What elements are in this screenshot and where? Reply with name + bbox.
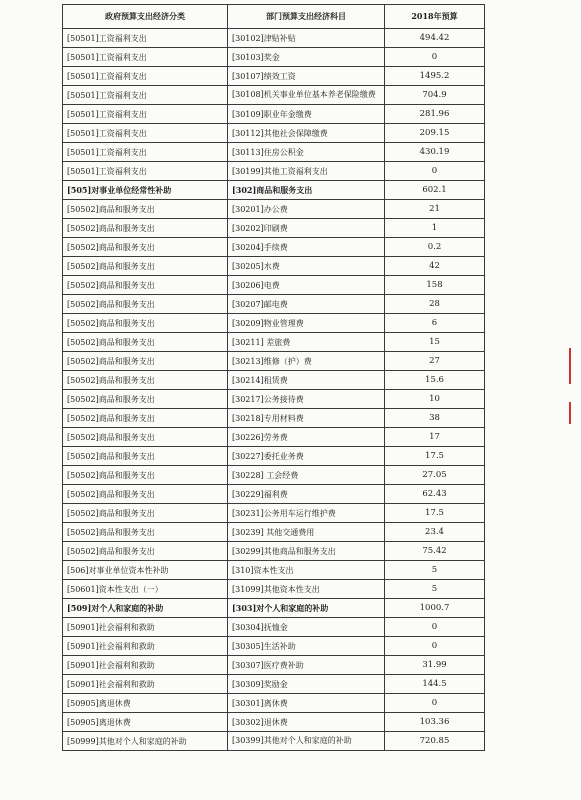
dept-subject-cell: [30207]邮电费	[228, 295, 385, 314]
table-row	[63, 523, 485, 542]
scan-edge-mark	[569, 402, 571, 424]
table-row	[63, 143, 485, 162]
header-econ-category: 政府预算支出经济分类	[63, 5, 228, 29]
econ-category-cell: [50502]商品和服务支出	[63, 238, 228, 257]
dept-subject-cell: [30209]物业管理费	[228, 314, 385, 333]
dept-subject-cell: [30305]生活补助	[228, 637, 385, 656]
dept-subject-cell: [302]商品和服务支出	[228, 181, 385, 200]
budget-amount-cell: 75.42	[385, 542, 485, 561]
table-row	[63, 713, 485, 732]
econ-category-cell: [50502]商品和服务支出	[63, 371, 228, 390]
table-row	[63, 257, 485, 276]
header-budget-2018: 2018年预算	[385, 5, 485, 29]
budget-amount-cell: 17.5	[385, 504, 485, 523]
econ-category-cell: [505]对事业单位经常性补助	[63, 181, 228, 200]
econ-category-cell: [50502]商品和服务支出	[63, 409, 228, 428]
budget-amount-cell: 0	[385, 694, 485, 713]
econ-category-cell: [50501]工资福利支出	[63, 48, 228, 67]
econ-category-cell: [50502]商品和服务支出	[63, 504, 228, 523]
table-row	[63, 86, 485, 105]
dept-subject-cell: [30213]维修（护）费	[228, 352, 385, 371]
dept-subject-cell: [30109]职业年金缴费	[228, 105, 385, 124]
econ-category-cell: [50502]商品和服务支出	[63, 542, 228, 561]
budget-amount-cell: 1000.7	[385, 599, 485, 618]
dept-subject-cell: [30199]其他工资福利支出	[228, 162, 385, 181]
econ-category-cell: [50501]工资福利支出	[63, 29, 228, 48]
table-row	[63, 409, 485, 428]
econ-category-cell: [50501]工资福利支出	[63, 143, 228, 162]
econ-category-cell: [50901]社会福利和救助	[63, 618, 228, 637]
table-row	[63, 67, 485, 86]
dept-subject-cell: [30108]机关事业单位基本养老保险缴费	[228, 86, 385, 105]
table-row	[63, 694, 485, 713]
table-body	[63, 29, 485, 751]
econ-category-cell: [50502]商品和服务支出	[63, 276, 228, 295]
dept-subject-cell: [30112]其他社会保障缴费	[228, 124, 385, 143]
table-row	[63, 219, 485, 238]
dept-subject-cell: [30102]津贴补贴	[228, 29, 385, 48]
dept-subject-cell: [30304]抚恤金	[228, 618, 385, 637]
econ-category-cell: [50901]社会福利和救助	[63, 637, 228, 656]
dept-subject-cell: [30103]奖金	[228, 48, 385, 67]
table-row	[63, 390, 485, 409]
table-row	[63, 618, 485, 637]
budget-amount-cell: 27	[385, 352, 485, 371]
econ-category-cell: [50502]商品和服务支出	[63, 466, 228, 485]
econ-category-cell: [50905]离退休费	[63, 713, 228, 732]
budget-amount-cell: 430.19	[385, 143, 485, 162]
budget-amount-cell: 17.5	[385, 447, 485, 466]
table-row	[63, 29, 485, 48]
budget-amount-cell: 1495.2	[385, 67, 485, 86]
dept-subject-cell: [30202]印刷费	[228, 219, 385, 238]
dept-subject-cell: [30228] 工会经费	[228, 466, 385, 485]
dept-subject-cell: [30299]其他商品和服务支出	[228, 542, 385, 561]
table-row	[63, 105, 485, 124]
dept-subject-cell: [30107]绩效工资	[228, 67, 385, 86]
dept-subject-cell: [310]资本性支出	[228, 561, 385, 580]
budget-amount-cell: 494.42	[385, 29, 485, 48]
econ-category-cell: [50502]商品和服务支出	[63, 314, 228, 333]
budget-amount-cell: 6	[385, 314, 485, 333]
budget-amount-cell: 0.2	[385, 238, 485, 257]
econ-category-cell: [50501]工资福利支出	[63, 162, 228, 181]
table-row	[63, 333, 485, 352]
econ-category-cell: [50501]工资福利支出	[63, 67, 228, 86]
budget-amount-cell: 103.36	[385, 713, 485, 732]
econ-category-cell: [50502]商品和服务支出	[63, 257, 228, 276]
table-row	[63, 504, 485, 523]
budget-amount-cell: 28	[385, 295, 485, 314]
econ-category-cell: [50502]商品和服务支出	[63, 485, 228, 504]
header-dept-subject: 部门预算支出经济科目	[228, 5, 385, 29]
table-row	[63, 637, 485, 656]
econ-category-cell: [50905]离退休费	[63, 694, 228, 713]
dept-subject-cell: [30204]手续费	[228, 238, 385, 257]
budget-amount-cell: 281.96	[385, 105, 485, 124]
econ-category-cell: [50501]工资福利支出	[63, 124, 228, 143]
dept-subject-cell: [30217]公务接待费	[228, 390, 385, 409]
table-header	[63, 5, 485, 29]
budget-amount-cell: 0	[385, 637, 485, 656]
budget-amount-cell: 0	[385, 162, 485, 181]
budget-amount-cell: 144.5	[385, 675, 485, 694]
econ-category-cell: [50502]商品和服务支出	[63, 390, 228, 409]
budget-amount-cell: 602.1	[385, 181, 485, 200]
budget-table	[62, 4, 485, 751]
econ-category-cell: [509]对个人和家庭的补助	[63, 599, 228, 618]
table-row	[63, 732, 485, 751]
budget-amount-cell: 10	[385, 390, 485, 409]
budget-amount-cell: 5	[385, 561, 485, 580]
table-row	[63, 352, 485, 371]
table-row	[63, 371, 485, 390]
econ-category-cell: [50502]商品和服务支出	[63, 352, 228, 371]
budget-amount-cell: 23.4	[385, 523, 485, 542]
table-row	[63, 599, 485, 618]
table-row	[63, 295, 485, 314]
table-row	[63, 181, 485, 200]
budget-amount-cell: 209.15	[385, 124, 485, 143]
econ-category-cell: [50502]商品和服务支出	[63, 333, 228, 352]
table-row	[63, 276, 485, 295]
table-row	[63, 428, 485, 447]
econ-category-cell: [50999]其他对个人和家庭的补助	[63, 732, 228, 751]
table-row	[63, 656, 485, 675]
dept-subject-cell: [30113]住房公积金	[228, 143, 385, 162]
dept-subject-cell: [30309]奖励金	[228, 675, 385, 694]
econ-category-cell: [50501]工资福利支出	[63, 86, 228, 105]
table-row	[63, 48, 485, 67]
econ-category-cell: [50501]工资福利支出	[63, 105, 228, 124]
table-row	[63, 485, 485, 504]
econ-category-cell: [50502]商品和服务支出	[63, 447, 228, 466]
dept-subject-cell: [30214]租赁费	[228, 371, 385, 390]
table-row	[63, 466, 485, 485]
dept-subject-cell: [30226]劳务费	[228, 428, 385, 447]
table-row	[63, 675, 485, 694]
budget-amount-cell: 158	[385, 276, 485, 295]
econ-category-cell: [50601]资本性支出（一）	[63, 580, 228, 599]
dept-subject-cell: [30218]专用材料费	[228, 409, 385, 428]
econ-category-cell: [50502]商品和服务支出	[63, 295, 228, 314]
dept-subject-cell: [30399]其他对个人和家庭的补助	[228, 732, 385, 751]
dept-subject-cell: [30227]委托业务费	[228, 447, 385, 466]
dept-subject-cell: [30239] 其他交通费用	[228, 523, 385, 542]
econ-category-cell: [50901]社会福利和救助	[63, 656, 228, 675]
budget-amount-cell: 38	[385, 409, 485, 428]
budget-amount-cell: 704.9	[385, 86, 485, 105]
dept-subject-cell: [30231]公务用车运行维护费	[228, 504, 385, 523]
budget-amount-cell: 27.05	[385, 466, 485, 485]
budget-amount-cell: 5	[385, 580, 485, 599]
econ-category-cell: [50901]社会福利和救助	[63, 675, 228, 694]
econ-category-cell: [506]对事业单位资本性补助	[63, 561, 228, 580]
budget-amount-cell: 62.43	[385, 485, 485, 504]
table-row	[63, 580, 485, 599]
table-row	[63, 124, 485, 143]
scan-edge-mark	[569, 348, 571, 384]
budget-amount-cell: 1	[385, 219, 485, 238]
table-row	[63, 561, 485, 580]
table-row	[63, 162, 485, 181]
dept-subject-cell: [31099]其他资本性支出	[228, 580, 385, 599]
dept-subject-cell: [30229]福利费	[228, 485, 385, 504]
budget-amount-cell: 42	[385, 257, 485, 276]
header-row	[63, 5, 485, 29]
table-row	[63, 447, 485, 466]
budget-amount-cell: 15	[385, 333, 485, 352]
dept-subject-cell: [30302]退休费	[228, 713, 385, 732]
budget-amount-cell: 21	[385, 200, 485, 219]
econ-category-cell: [50502]商品和服务支出	[63, 219, 228, 238]
econ-category-cell: [50502]商品和服务支出	[63, 523, 228, 542]
dept-subject-cell: [30205]水费	[228, 257, 385, 276]
dept-subject-cell: [303]对个人和家庭的补助	[228, 599, 385, 618]
budget-amount-cell: 0	[385, 48, 485, 67]
dept-subject-cell: [30211] 差旅费	[228, 333, 385, 352]
budget-amount-cell: 15.6	[385, 371, 485, 390]
budget-amount-cell: 720.85	[385, 732, 485, 751]
table-row	[63, 200, 485, 219]
budget-amount-cell: 17	[385, 428, 485, 447]
dept-subject-cell: [30201]办公费	[228, 200, 385, 219]
table-row	[63, 314, 485, 333]
table-row	[63, 542, 485, 561]
budget-amount-cell: 31.99	[385, 656, 485, 675]
econ-category-cell: [50502]商品和服务支出	[63, 200, 228, 219]
econ-category-cell: [50502]商品和服务支出	[63, 428, 228, 447]
table-row	[63, 238, 485, 257]
dept-subject-cell: [30301]离休费	[228, 694, 385, 713]
budget-amount-cell: 0	[385, 618, 485, 637]
dept-subject-cell: [30206]电费	[228, 276, 385, 295]
dept-subject-cell: [30307]医疗费补助	[228, 656, 385, 675]
